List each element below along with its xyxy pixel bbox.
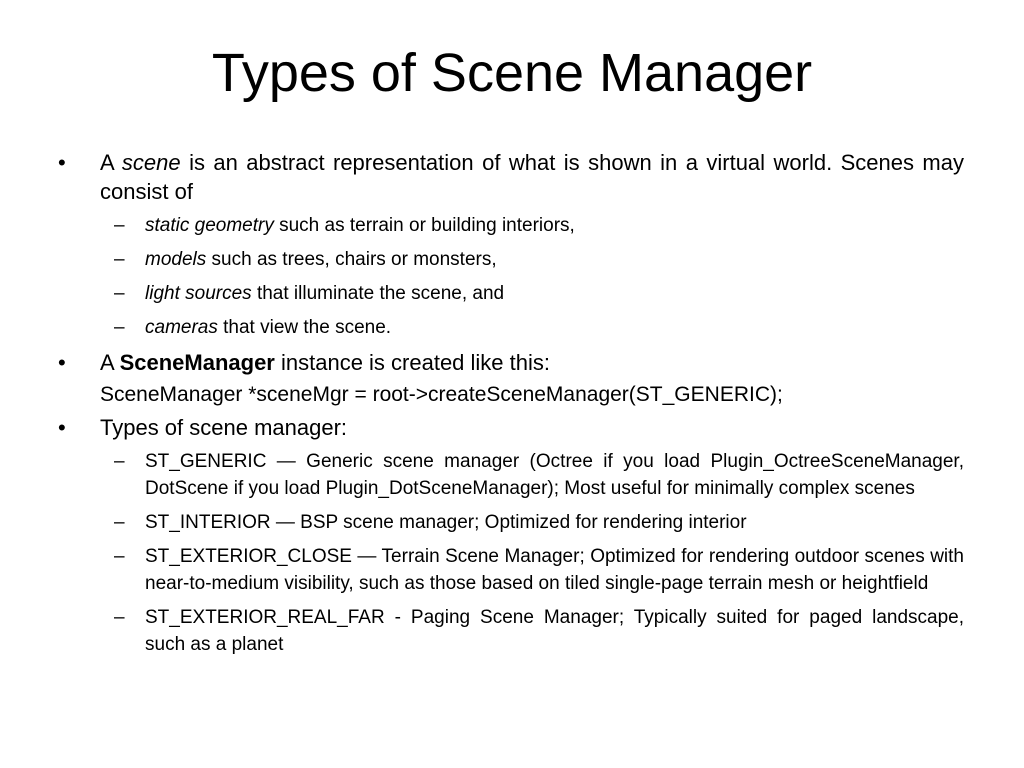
bullet-scene-definition (58, 148, 964, 206)
sub-item-light-sources (58, 280, 964, 307)
dash-icon: – (114, 215, 125, 236)
sub-item-st-exterior-close (58, 543, 964, 597)
sub-item-text: such as terrain or building interiors, (273, 215, 575, 236)
sub-item-text: ST_EXTERIOR_REAL_FAR - Paging Scene Manager; Typically suited for paged landscape, such as a planet (145, 607, 964, 655)
sub-item-models (58, 246, 964, 273)
dash-icon: – (114, 512, 125, 533)
sub-item-st-generic (58, 448, 964, 502)
dash-icon: – (114, 249, 125, 270)
bullet-icon: • (58, 350, 66, 375)
sub-item-cameras (58, 314, 964, 341)
bullet-text: instance is created like this: (274, 350, 551, 375)
bullet-prefix: A (100, 350, 120, 375)
bullet-icon: • (58, 415, 66, 440)
dash-icon: – (114, 283, 125, 304)
dash-icon: – (114, 451, 125, 472)
bullet-bold-term: SceneManager (119, 350, 275, 375)
sub-item-term: models (145, 249, 207, 270)
bullet-scenemanager-instance (58, 348, 964, 377)
sub-item-text: such as trees, chairs or monsters, (206, 249, 497, 270)
sub-item-text: ST_EXTERIOR_CLOSE — Terrain Scene Manager; Optimized for rendering outdoor scenes with near-to-medium visibility, such as those based on tiled single-page terrain mesh or heightfield (145, 546, 964, 594)
sub-item-text: ST_INTERIOR — BSP scene manager; Optimized for rendering interior (145, 512, 747, 533)
sub-item-term: static geometry (145, 215, 274, 236)
dash-icon: – (114, 317, 125, 338)
bullet-prefix: A (100, 150, 122, 175)
sub-item-static-geometry (58, 212, 964, 239)
sub-item-term: cameras (145, 317, 218, 338)
bullet-text: Types of scene manager: (100, 415, 348, 440)
slide-title: Types of Scene Manager (211, 43, 813, 103)
bullet-text: is an abstract representation of what is shown in a virtual world. Scenes may consist of (100, 150, 964, 204)
sub-item-st-interior (58, 509, 964, 536)
dash-icon: – (114, 607, 125, 628)
bullet-types-of-scene-manager (58, 413, 964, 442)
code-line: SceneManager *sceneMgr = root->createSceneManager(ST_GENERIC); (100, 383, 783, 406)
dash-icon: – (114, 546, 125, 567)
bullet-icon: • (58, 150, 66, 175)
sub-item-st-exterior-real-far (58, 604, 964, 658)
sub-item-term: light sources (145, 283, 252, 304)
bullet-italic-term: scene (121, 150, 181, 175)
slide-content (58, 148, 964, 665)
sub-item-text: ST_GENERIC — Generic scene manager (Octree if you load Plugin_OctreeSceneManager, DotScene if you load Plugin_DotSceneManager); Most useful for minimally complex scenes (145, 451, 964, 499)
sub-item-text: that view the scene. (217, 317, 392, 338)
sub-item-text: that illuminate the scene, and (251, 283, 505, 304)
